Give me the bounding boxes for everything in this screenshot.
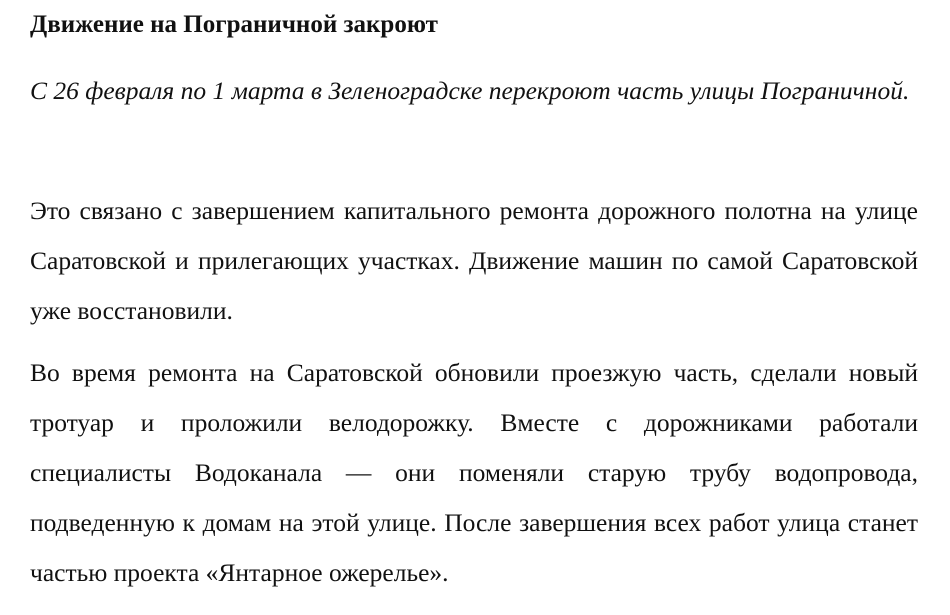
article-paragraph: Во время ремонта на Саратовской обновили проезжую часть, сделали новый тротуар и проложили велодорожку. Вместе с дорожниками работали специалисты Водоканала — они поменяли старую трубу водопровода, подведенную к домам на этой улице. После завершения всех работ улица станет частью проекта «Янтарное ожерелье». [30, 358, 918, 587]
article-lead: С 26 февраля по 1 марта в Зеленоградске перекроют часть улицы Пограничной. [30, 76, 910, 105]
article-headline: Движение на Пограничной закроют [30, 11, 438, 38]
article-paragraph: Это связано с завершением капитального ремонта дорожного полотна на улице Саратовской и прилегающих участках. Движение машин по самой Саратовской уже восстановили. [30, 196, 918, 325]
